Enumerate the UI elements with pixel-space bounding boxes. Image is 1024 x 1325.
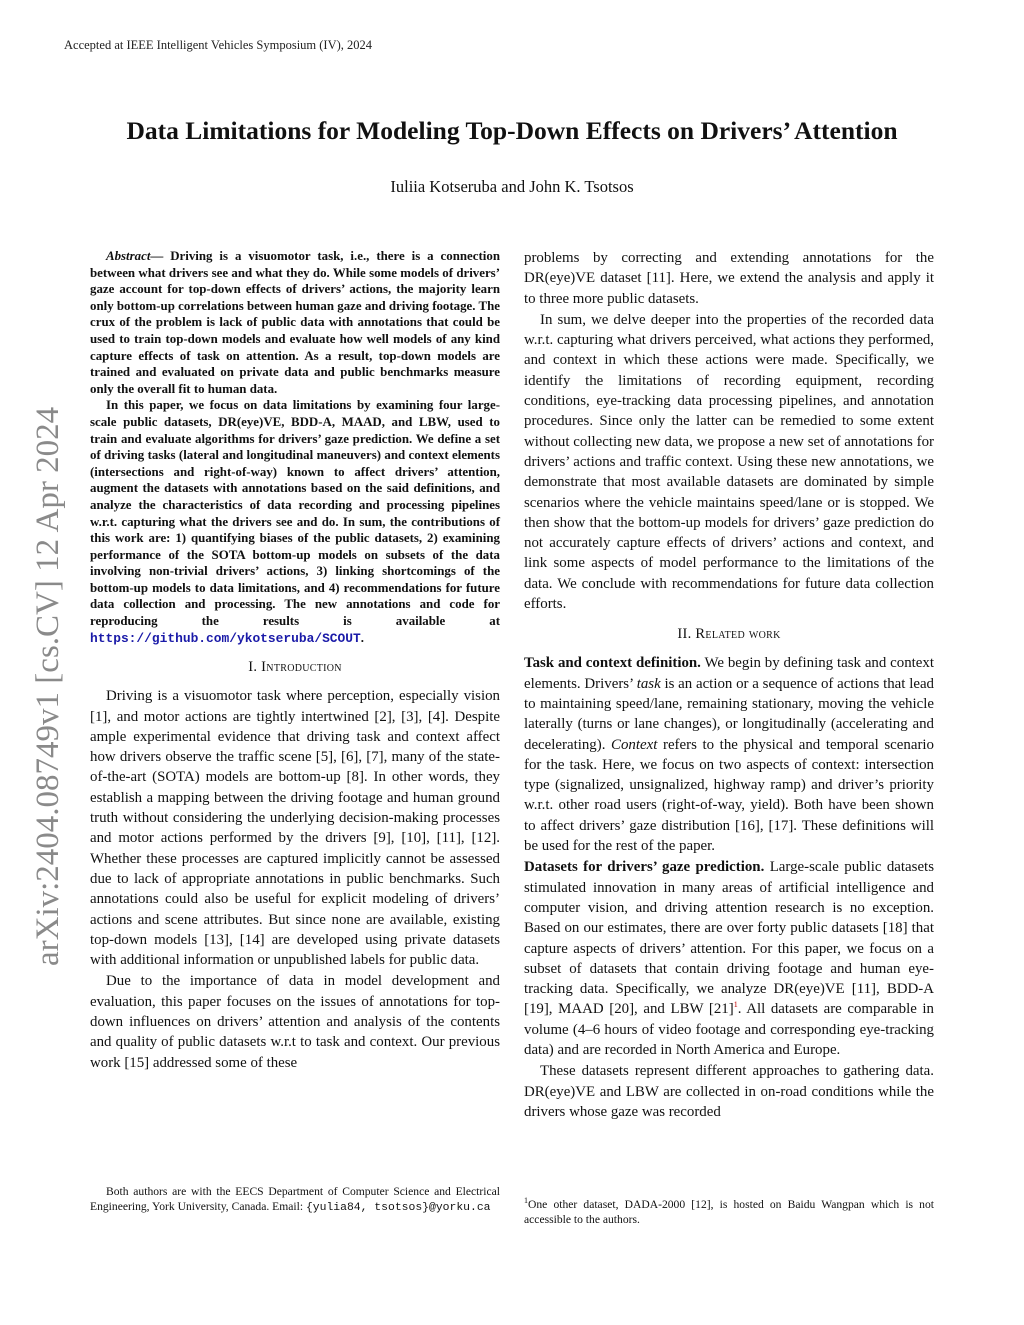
intro-paragraph-2: Due to the importance of data in model development and evaluation, this paper focuses on the issues of annotations for top-down influences on drivers’ attention and analysis of the contents and quality of public datasets w.r.t to task and context. Our previous work [15] addressed some of these bbox=[90, 973, 500, 1071]
footnote-ref-1[interactable]: 1 bbox=[733, 1000, 738, 1010]
author-emails: {yulia84, tsotsos}@yorku.ca bbox=[305, 1202, 491, 1214]
datasets-text-b: . All datasets are comparable in volume (4–6 hours of video footage and corresponding eye-tracking data) and are recorded in North America and Europe. bbox=[524, 1001, 934, 1058]
intro-paragraph-1: Driving is a visuomotor task where perception, especially vision [1], and motor actions are tightly intertwined [2], [3], [4]. Despite ample experimental evidence that driving task and context affect how drivers observe the traffic scene [5], [6], [7], many of the state-of-the-art (SOTA) models are bottom-up [8]. In other words, they establish a mapping between the driving footage and human ground truth without considering the underlying decision-making processes and motor actions performed by the drivers [9], [10], [11], [12]. Whether these processes are captured implicitly cannot be assessed due to lack of appropriate annotations in public benchmarks. Such annotations could also be useful for explicit modeling of drivers’ actions and scene attributes. But since none are available, existing top-down models [13], [14] are developed using private datasets with additional information or unpublished labels for public data. bbox=[90, 688, 500, 969]
related-paragraph-last: These datasets represent different approaches to gathering data. DR(eye)VE and LBW are collected in on-road conditions while the drivers whose gaze was recorded bbox=[524, 1063, 934, 1120]
abstract-dash: — bbox=[150, 249, 171, 263]
abstract-paragraph-2 bbox=[90, 397, 500, 647]
introduction-continued bbox=[524, 248, 934, 614]
section-heading-related-work: II. Related work bbox=[677, 626, 781, 643]
introduction-body bbox=[90, 686, 500, 1073]
footnote-1 bbox=[524, 1197, 934, 1227]
affiliation-footnote bbox=[90, 1184, 500, 1216]
intro-paragraph-4: In sum, we delve deeper into the properties of the recorded data w.r.t. capturing what drivers perceived, what actions they performed, and context in which these actions were made. Specifically, we identify the limitations of recording equipment, recording conditions, eye-tracking data processing pipelines, and annotation procedures. Since only the latter can be remedied to some extent without collecting new data, we propose a new set of annotations for drivers’ actions and traffic context. Using these new annotations, we demonstrate that most available datasets are dominated by simple scenarios where the vehicle maintains speed/lane or is stopped. We then show that the bottom-up models for drivers’ gaze prediction do not accurately capture effects of drivers’ actions and context, and link some aspects of model performance to the limitations of the data. We conclude with recommendations for future data collection efforts. bbox=[524, 311, 934, 613]
related-paragraph-datasets bbox=[524, 857, 934, 1060]
task-text-c: refers to the physical and temporal scenario for the task. Here, we focus on two aspects of context: intersection type (signalized, unsignalized, highway ramp) and driver’s priority w.r.t. other road users (right-of-way, yield). Both have been shown to affect drivers’ gaze distribution [16], [17]. These definitions will be used for the rest of the paper. bbox=[524, 736, 934, 855]
paper-title: Data Limitations for Modeling Top-Down Effects on Drivers’ Attention bbox=[126, 116, 898, 145]
run-head-datasets: Datasets for drivers’ gaze prediction. bbox=[524, 859, 765, 876]
datasets-text-a: Large-scale public datasets stimulated innovation in many areas of artificial intelligence and computer vision, and driving attention research is no exception. Based on our estimates, there are over forty public datasets [18] that capture aspects of drivers’ attention. For this paper, we focus on a subset of datasets that contain driving footage and human eye-tracking data. Specifically, we analyze DR(eye)VE [11], BDD-A [19], MAAD [20], and LBW [21] bbox=[524, 859, 934, 1018]
abstract-paragraph-1 bbox=[90, 248, 500, 397]
abstract bbox=[90, 248, 500, 647]
abstract-p2-end: . bbox=[360, 630, 364, 645]
code-link[interactable]: https://github.com/ykotseruba/SCOUT bbox=[90, 630, 361, 646]
task-text-b: is an action or a sequence of actions that lead to maintaining speed/lane, remaining stationary, moving the vehicle laterally (turns or lane changes), or longitudinally (accelerating and decelerating). bbox=[524, 675, 934, 753]
abstract-label: Abstract bbox=[106, 249, 151, 263]
run-head-task-context: Task and context definition. bbox=[524, 655, 701, 672]
related-paragraph-task bbox=[524, 653, 934, 856]
venue-note: Accepted at IEEE Intelligent Vehicles Symposium (IV), 2024 bbox=[64, 38, 373, 52]
left-column bbox=[90, 248, 500, 1074]
task-text-a: We begin by defining task and context elements. Drivers’ bbox=[524, 655, 935, 692]
affiliation-text: Both authors are with the EECS Department of Computer Science and Electrical Engineering, York University, Canada. Email: bbox=[90, 1185, 500, 1213]
right-column bbox=[524, 248, 934, 1123]
task-word: task bbox=[636, 675, 661, 692]
footnote-1-text: One other dataset, DADA-2000 [12], is hosted on Baidu Wangpan which is not accessible to the authors. bbox=[524, 1198, 934, 1226]
abstract-p1-text: Driving is a visuomotor task, i.e., there is a connection between what drivers see and what they do. While some models of drivers’ gaze account for top-down effects of drivers’ actions, the majority learn only bottom-up correlations between human gaze and driving footage. The crux of the problem is lack of public data with annotations that could be used to train top-down models and evaluate how well models of any kind capture effects of task on attention. As a result, top-down models are trained and evaluated on private data and public benchmarks measure only the overall fit to human data. bbox=[90, 249, 500, 396]
footnote-1-mark: 1 bbox=[524, 1196, 528, 1206]
intro-paragraph-3: problems by correcting and extending annotations for the DR(eye)VE dataset [11]. Here, we extend the analysis and apply it to three more public datasets. bbox=[524, 250, 934, 307]
paper-authors: Iuliia Kotseruba and John K. Tsotsos bbox=[390, 177, 634, 196]
related-work-body bbox=[524, 653, 934, 1122]
arxiv-stamp: arXiv:2404.08749v1 [cs.CV] 12 Apr 2024 bbox=[30, 406, 66, 966]
abstract-p2-text: In this paper, we focus on data limitations by examining four large-scale public datasets, DR(eye)VE, BDD-A, MAAD, and LBW, used to train and evaluate algorithms for drivers’ gaze prediction. We define a set of driving tasks (lateral and longitudinal maneuvers) and context elements (intersections and right-of-way) known to affect drivers’ attention, augment the datasets with annotations based on the said definitions, and analyze the characteristics of data recording and processing pipelines w.r.t. capturing what the drivers see and do. In sum, the contributions of this work are: 1) quantifying biases of the public datasets, 2) examining performance of the SOTA bottom-up models on subsets of the data involving non-trivial drivers’ actions, 3) linking shortcomings of the bottom-up models to data limitations, and 4) recommendations for future data collection and processing. The new annotations and code for reproducing the results is available at bbox=[90, 398, 500, 629]
context-word: Context bbox=[611, 736, 658, 753]
section-heading-introduction: I. Introduction bbox=[248, 659, 342, 676]
